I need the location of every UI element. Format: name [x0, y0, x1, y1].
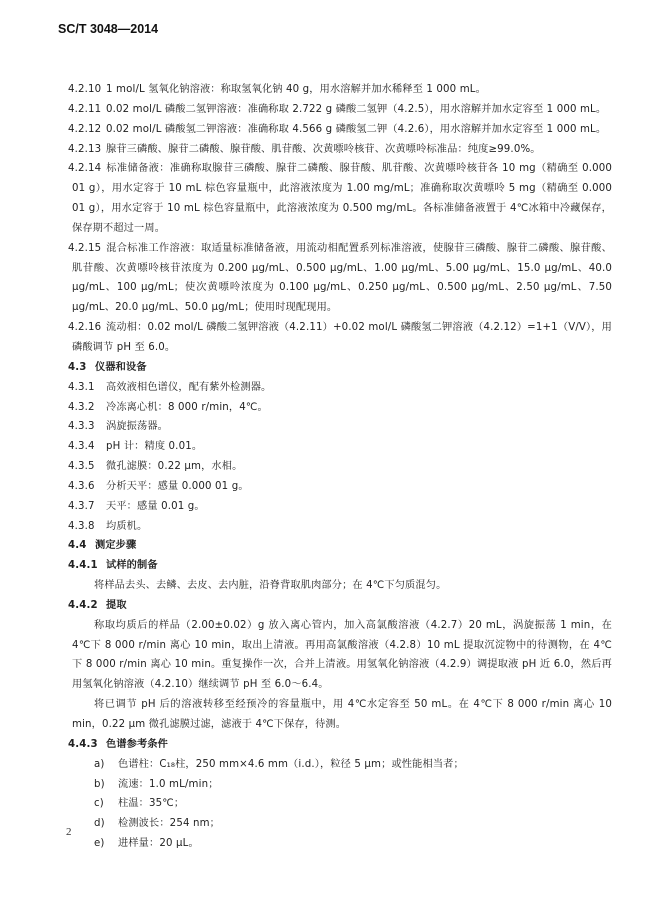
clause-4-3-8	[68, 517, 612, 537]
clause-number: 4.3.7	[68, 500, 95, 512]
document-body	[68, 80, 612, 854]
clause-text: 微孔滤膜：0.22 μm，水相。	[106, 461, 243, 473]
clause-text: 流动相：0.02 mol/L 磷酸二氢钾溶液（4.2.11）+0.02 mol/L 磷酸氢二钾溶液（4.2.12）=1+1（V/V），用磷酸调节 pH 至 6.0。	[72, 322, 612, 353]
list-item-label: b)	[94, 778, 105, 790]
clause-4-2-10	[68, 80, 612, 100]
list-item-text: 柱温：35℃；	[118, 798, 185, 810]
clause-number: 4.2.15	[68, 242, 102, 254]
clause-number: 4.2.10	[68, 84, 102, 95]
clause-text: 混合标准工作溶液：取适量标准储备液，用流动相配置系列标准溶液，使腺苷三磷酸、腺苷二磷酸、腺苷酸、肌苷酸、次黄嘌呤核苷浓度为 0.200 μg/mL、0.500 μg/mL、1.00 μg/mL、5.00 μg/mL、15.0 μg/mL、40.0 μg/mL、100 μg/mL；使次黄嘌呤浓度为 0.100 μg/mL、0.250 μg/mL、0.500 μg/mL、2.50 μg/mL、7.50 μg/mL、20.0 μg/mL、50.0 μg/mL；使用时现配现用。	[72, 242, 612, 314]
clause-text: 天平：感量 0.01 g。	[106, 500, 205, 512]
list-item	[72, 794, 612, 814]
list-item-label: a)	[94, 758, 105, 770]
subsection-title: 色谱参考条件	[106, 738, 169, 750]
section-title: 测定步骤	[95, 540, 137, 552]
clause-4-3-7	[68, 497, 612, 517]
clause-4-2-15	[68, 239, 612, 318]
section-number: 4.4	[68, 540, 87, 552]
list-item-label: c)	[94, 798, 104, 810]
list-item-label: d)	[94, 818, 105, 830]
clause-number: 4.2.13	[68, 143, 102, 155]
subsection-number: 4.4.1	[68, 560, 98, 572]
clause-number: 4.3.6	[68, 480, 95, 492]
clause-text: 0.02 mol/L 磷酸氢二钾溶液：准确称取 4.566 g 磷酸氢二钾（4.2.6），用水溶解并加水定容至 1 000 mL。	[106, 123, 607, 135]
list-item-text: 检测波长：254 nm；	[118, 818, 220, 830]
subsection-title: 试样的制备	[106, 560, 158, 572]
list-item	[72, 834, 612, 854]
section-heading-4-4	[68, 536, 612, 556]
section-title: 仪器和设备	[95, 361, 147, 373]
clause-text: 冷冻离心机：8 000 r/min，4℃。	[106, 401, 268, 413]
list-item	[72, 755, 612, 775]
clause-text: 0.02 mol/L 磷酸二氢钾溶液：准确称取 2.722 g 磷酸二氢钾（4.2.5），用水溶解并加水定容至 1 000 mL。	[106, 103, 607, 115]
clause-4-3-1	[68, 378, 612, 398]
list-item-text: 进样量：20 μL。	[118, 838, 199, 850]
clause-4-3-2	[68, 398, 612, 418]
clause-text: 分析天平：感量 0.000 01 g。	[106, 480, 249, 492]
clause-text: 均质机。	[106, 520, 148, 532]
clause-4-2-12	[68, 120, 612, 140]
clause-text: 腺苷三磷酸、腺苷二磷酸、腺苷酸、肌苷酸、次黄嘌呤核苷、次黄嘌呤标准品：纯度≥99.0%。	[106, 143, 541, 155]
subsection-title: 提取	[106, 599, 127, 611]
clause-4-2-16	[68, 318, 612, 358]
clause-4-3-5	[68, 457, 612, 477]
list-item-text: 流速：1.0 mL/min；	[118, 778, 219, 790]
list-item	[72, 814, 612, 834]
clause-number: 4.3.2	[68, 401, 95, 413]
clause-number: 4.3.3	[68, 421, 95, 433]
paragraph-extraction-2: 将已调节 pH 后的溶液转移至经预冷的容量瓶中，用 4℃水定容至 50 mL。在 4℃下 8 000 r/min 离心 10 min，0.22 μm 微孔滤膜过滤，滤液于 4℃下保存，待测。	[72, 699, 612, 730]
clause-number: 4.3.5	[68, 461, 95, 473]
section-number: 4.3	[68, 361, 87, 373]
clause-4-3-6	[68, 477, 612, 497]
subsection-heading-4-4-2	[68, 596, 612, 616]
clause-4-2-14	[68, 159, 612, 238]
clause-number: 4.3.1	[68, 381, 95, 393]
clause-number: 4.2.16	[68, 322, 102, 334]
document-code: SC/T 3048—2014	[58, 22, 159, 36]
clause-text: pH 计：精度 0.01。	[106, 441, 203, 453]
list-item	[72, 775, 612, 795]
section-heading-4-3	[68, 358, 612, 378]
clause-4-2-11	[68, 100, 612, 120]
clause-number: 4.3.8	[68, 520, 95, 532]
clause-4-3-4	[68, 437, 612, 457]
subsection-number: 4.4.3	[68, 738, 98, 750]
clause-number: 4.2.11	[68, 103, 102, 115]
clause-text: 标准储备液：准确称取腺苷三磷酸、腺苷二磷酸、腺苷酸、肌苷酸、次黄嘌呤核苷各 10 mg（精确至 0.000 01 g），用水定容于 10 mL 棕色容量瓶中，此溶液浓度为 1.00 mg/mL；准确称取次黄嘌呤 5 mg（精确至 0.000 01 g），用水定容于 10 mL 棕色容量瓶中，此溶液浓度为 0.500 mg/mL。各标准储备液置于 4℃冰箱中冷藏保存，保存期不超过一周。	[72, 163, 612, 234]
clause-4-3-3	[68, 417, 612, 437]
paragraph-extraction-1: 称取均质后的样品（2.00±0.02）g 放入离心管内，加入高氯酸溶液（4.2.7）20 mL，涡旋振荡 1 min，在 4℃下 8 000 r/min 离心 10 min，取出上清液。再用高氯酸溶液（4.2.8）10 mL 提取沉淀物中的待测物，在 4℃下 8 000 r/min 离心 10 min。重复操作一次，合并上清液。用氢氧化钠溶液（4.2.9）调提取液 pH 近 6.0，然后再用氢氧化钠溶液（4.2.10）继续调节 pH 至 6.0～6.4。	[72, 619, 612, 691]
clause-text: 1 mol/L 氢氧化钠溶液：称取氢氧化钠 40 g，用水溶解并加水稀释至 1 000 mL。	[106, 84, 486, 95]
list-item-text: 色谱柱：C₁₈柱，250 mm×4.6 mm（i.d.），粒径 5 μm；或性能相当者；	[118, 758, 464, 770]
list-item-label: e)	[94, 838, 105, 850]
clause-4-2-13	[68, 140, 612, 160]
subsection-heading-4-4-1	[68, 556, 612, 576]
clause-number: 4.3.4	[68, 441, 95, 453]
clause-text: 涡旋振荡器。	[106, 421, 169, 433]
subsection-number: 4.4.2	[68, 599, 98, 611]
paragraph-sample-prep: 将样品去头、去鳞、去皮、去内脏，沿脊背取肌肉部分；在 4℃下匀质混匀。	[94, 580, 447, 592]
page-number: 2	[66, 826, 72, 838]
clause-number: 4.2.12	[68, 123, 102, 135]
clause-number: 4.2.14	[68, 163, 102, 175]
clause-text: 高效液相色谱仪，配有紫外检测器。	[106, 381, 272, 393]
subsection-heading-4-4-3	[68, 735, 612, 755]
